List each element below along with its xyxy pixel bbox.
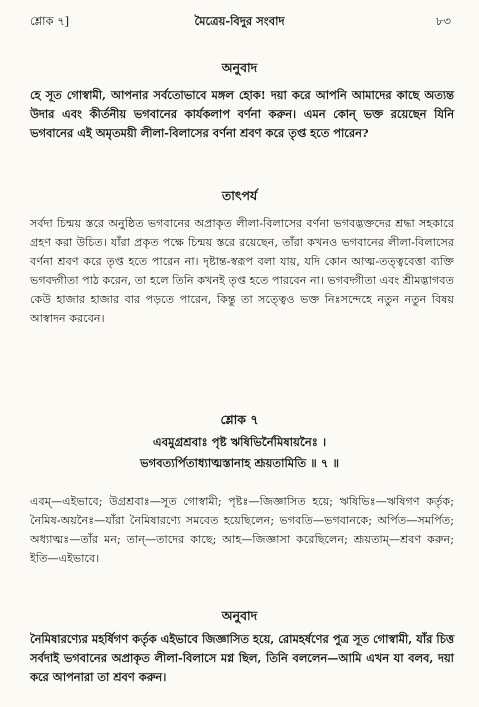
synonyms-text: এবম্—এইভাবে; উগ্রশ্রবাঃ—সূত গোস্বামী; পৃষ্টঃ—জিজ্ঞাসিত হয়ে; ঋষিভিঃ—ঋষিগণ কর্তৃক; নৈমিষ-অয়নৈঃ—যাঁরা নৈমিষারণ্যে সমবেত হয়েছিলেন; ভগবতি—ভগবানকে; অর্পিত—সমর্পিত; অধ্যাত্মঃ—তাঁর মন; তান্—তাদের কাছে; আহ—জিজ্ঞাসা করেছিলেন; শ্রূয়তাম্—শ্রবণ করুন; ইতি—এইভাবে। (30, 495, 454, 565)
running-head-title: মৈত্রেয়-বিদুর সংবাদ (194, 14, 285, 28)
running-head-verse: শ্লোক ৭] (30, 14, 70, 28)
translation-text-2: নৈমিষারণ্যের মহর্ষিগণ কর্তৃক এইভাবে জিজ্ঞাসিত হয়ে, রোমহর্ষণের পুত্র সূত গোস্বামী, যাঁর চিত্ত সর্বদাই ভগবানের অপ্রাকৃত লীলা-বিলাসে মগ্ন ছিল, তিনি বললেন—আমি এখন যা বলব, দয়া করে আপনারা তা শ্রবণ করুন। (30, 632, 454, 684)
translation-heading: অনুবাদ (221, 60, 258, 75)
verse-line-2: ভগবত্যর্পিতাধ্যাত্মস্তানাহ শ্রূয়তামিতি ॥ ৭ ॥ (139, 456, 340, 470)
purport-text: সর্বদা চিন্ময় স্তরে অনুষ্ঠিত ভগবানের অপ্রাকৃত লীলা-বিলাসের বর্ণনা ভগবদ্ভক্তদের শ্রদ্ধা সহকারে গ্রহণ করা উচিত। যাঁরা প্রকৃত পক্ষে চিন্ময় স্তরে রয়েছেন, তাঁরা কখনও ভগবানের লীলা-বিলাসের বর্ণনা শ্রবণ করে তৃপ্ত হতে পারেন না। দৃষ্টান্ত-স্বরূপ বলা যায়, যদি কোন আত্ম-তত্ত্ববেত্তা ব্যক্তি ভগবদ্গীতা পাঠ করেন, তা হলে তিনি কখনই তৃপ্ত হতে পারবেন না। ভগবদ্গীতা এবং শ্রীমদ্ভাগবত কেউ হাজার হাজার বার পড়তে পারেন, কিন্তু তা সত্ত্বেও ভক্ত নিঃসন্দেহে নতুন নতুন বিষয় আস্বাদন করবেন। (30, 217, 454, 325)
verse-number: শ্লোক ৭ (220, 412, 259, 427)
verse-sanskrit (0, 432, 479, 474)
translation-heading-2: অনুবাদ (221, 608, 258, 623)
verse-line-1: এবমুগ্রশ্রবাঃ পৃষ্ট ঋষিভির্নৈমিষায়নৈঃ । (152, 435, 327, 449)
translation-text: হে সূত গোস্বামী, আপনার সর্বতোভাবে মঙ্গল হোক! দয়া করে আপনি আমাদের কাছে অত্যন্ত উদার এবং কীর্তনীয় ভগবানের কার্যকলাপ বর্ণনা করুন। এমন কোন্ ভক্ত রয়েছেন যিনি ভগবানের এই অমৃতময়ী লীলা-বিলাসের বর্ণনা শ্রবণ করে তৃপ্ত হতে পারেন? (30, 88, 454, 140)
page-number: ৮৩ (436, 14, 451, 28)
purport-heading: তাৎপর্য (221, 188, 258, 203)
